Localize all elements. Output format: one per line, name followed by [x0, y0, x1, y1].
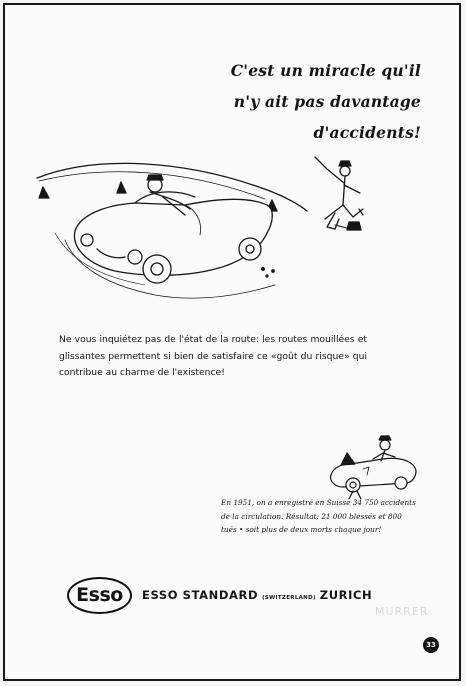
brand-region: (SWITZERLAND) [262, 595, 316, 601]
headline-line-2: n'y ait pas davantage [233, 92, 421, 111]
sports-car-skid-illustration [35, 145, 365, 309]
advertisement-page [3, 3, 461, 681]
headline-line-1: C'est un miracle qu'il [230, 61, 421, 80]
accident-statistics: En 1951, on a enregistré en Suisse 34 750 accidents de la circulation. Résultat: 21 000 blessés et 800 tués • soit plus de deux morts chaque jour! [221, 498, 416, 535]
headline [171, 55, 421, 148]
crashed-car-illustration [323, 429, 423, 503]
brand-name [142, 588, 372, 602]
brand-city: ZURICH [319, 588, 373, 602]
esso-logo: Esso [67, 577, 132, 614]
brand-company: ESSO STANDARD [142, 588, 259, 602]
headline-line-3: d'accidents! [313, 123, 421, 142]
brand-row [67, 575, 372, 615]
page-number-badge: 33 [423, 637, 439, 653]
body-paragraph: Ne vous inquiétez pas de l'état de la route: les routes mouillées et glissantes permettent si bien de satisfaire ce «goût du risque» qui contribue au charme de l'existence! [59, 334, 367, 378]
bleed-through-text: MURRER [375, 605, 429, 618]
